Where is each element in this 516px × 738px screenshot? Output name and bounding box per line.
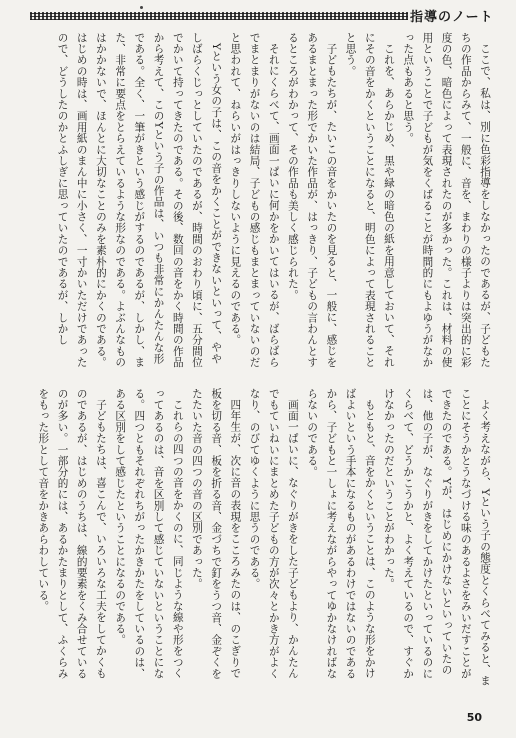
print-speck xyxy=(140,6,143,9)
paragraph: よく考えながら、Yという子の態度とくらべてみると、まことにそうかとうなづける味のあるよさをみいだすことができたのである。Yが、はじめにかけないといっていたのは、他の子が、なぐりがきをしてかけたといっているのにくらべて、どうかこうかと、よく考えているので、すぐかけなかったのだということがわかった。 xyxy=(382,388,491,687)
page-number: 50 xyxy=(466,711,482,724)
paragraph: 子どもたちは、喜こんで、いろいろな工夫をしてかくものであるが、はじめのうちは、線的要素をくみ合せているのが多い。一部分的には、あるかたまりとして、ふくらみをもった形として音をかきあらわしている。 xyxy=(37,388,107,680)
upper-text-block xyxy=(18,32,494,370)
header-title: 指導のノート xyxy=(410,10,494,25)
header-pattern-band xyxy=(30,12,408,20)
page-header xyxy=(0,6,516,28)
paragraph: 子どもたちが、たいこの音をかいたのを見ると、一般に、感じをあるまとまった形でかいた作品が、はっきり、子どもの言わんとするところがわかって、その作品も美しく感じられた。 xyxy=(286,32,338,368)
lower-text-block xyxy=(18,388,494,688)
paragraph: それにくらべて、画面一ぱいに何かをかいてはいるが、ばらばらでまとまりがないのは結局、子どもの感じもまとまっていないのだと思われて、ねらいがはっきりしないように見えるのである。 xyxy=(229,32,280,368)
paragraph: ここで、私は、別に色彩指導をしなかったのであるが、子どもたちの作品からみて、一般に、音を、まわりの様子よりは突出的に彩度の色、暗色によって表現されたのが多かった。これは、材料の使用ということで子どもが気をくばることが時間的にもよゆうがなかった点もあると思う。 xyxy=(402,32,491,368)
paragraph: 四年生が、次に音の表現をこころみたのは、のこぎりで板を切る音、板を折る音、金づちで釘をうつ音、金ぞくをたたいた音の四つの音の区別であった。 xyxy=(190,388,242,680)
paragraph: 画面一ぱいに、なぐりがきをした子どもより、かんたんでもていねいにまとめた子どもの方が次々とかき方がよくなり、のびてゆくように思うのである。 xyxy=(248,388,299,680)
paragraph: もともと、音をかくということは、このような形をかけばよいという手本になるものがあるわけではないのであるから、子どもと一しょに考えながらやってゆかなければならないのである。 xyxy=(306,388,376,680)
paragraph: これらの四つの音をかくのに、同じような線や形をつくってあるのは、音を区別して感じていないということになる。四つともそれぞれちがったかきかたをしているのは、ある区別をして感じたということになるのである。 xyxy=(114,388,184,680)
paragraph: Yという女の子は、この音をかくことができないといって、ややしばらくじっとしていたのであるが、時間のおわり頃に、五分間位でかいて持ってきたのである。その後、数回の音をかく時間の作品から考えて、このYという子の作品は、いつも非常にかんたんな形である。全く、一筆がきという感じがするのであるが、しかし、また、非常に要点をとらえているような形なのである。よぶんなものはかかないで、ほんとに大切なことのみを素朴的にかくのである。はじめの時は、画用紙のまん中に小さく、一寸かいただけであったので、どうしたのかとふしぎに思っていたのであるが、しかし xyxy=(56,32,223,368)
paragraph: これを、あらかじめ、黒や緑の暗色の紙を用意しておいて、それにその音をかくということになると、明色によって表現されることと思う。 xyxy=(344,32,395,368)
